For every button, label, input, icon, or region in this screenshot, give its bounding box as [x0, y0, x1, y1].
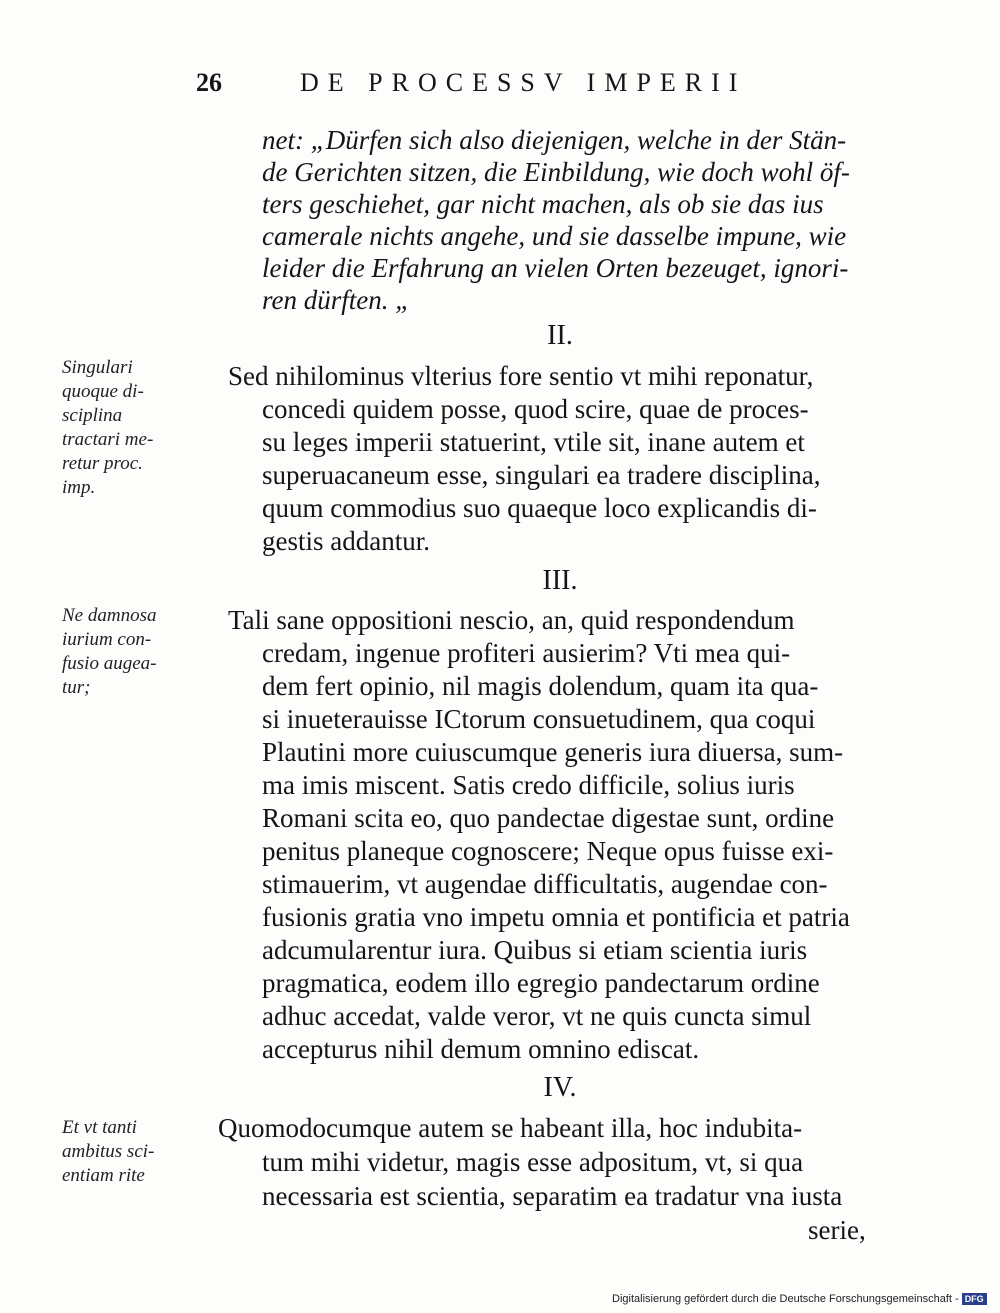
quote-line: camerale nichts angehe, und sie dasselbe impune, wie: [262, 221, 847, 251]
text-line: accepturus nihil demum omnino ediscat.: [262, 1034, 700, 1064]
running-head: DE PROCESSV IMPERII: [300, 68, 747, 97]
margin-note-line: tractari me-: [62, 429, 154, 450]
digitization-credit: [612, 1293, 987, 1305]
margin-note-line: imp.: [62, 477, 96, 498]
text-line: tum mihi videtur, magis esse adpositum, vt, si qua: [262, 1147, 804, 1177]
margin-note-line: Et vt tanti: [62, 1117, 137, 1138]
text-line: superuacaneum esse, singulari ea tradere disciplina,: [262, 460, 821, 490]
page-number: 26: [196, 68, 222, 97]
section-heading: III.: [542, 565, 578, 596]
margin-note: [62, 1116, 202, 1188]
text-line: necessaria est scientia, separatim ea tradatur vna iusta: [262, 1181, 843, 1211]
text-line: adcumularentur iura. Quibus si etiam scientia iuris: [262, 935, 808, 965]
text-line: ma imis miscent. Satis credo difficile, solius iuris: [262, 770, 795, 800]
margin-note-line: iurium con-: [62, 629, 152, 650]
text-line: penitus planeque cognoscere; Neque opus fuisse exi-: [262, 836, 834, 866]
text-line: si inueterauisse ICtorum consuetudinem, qua coqui: [262, 704, 816, 734]
text-line: Tali sane oppositioni nescio, an, quid respondendum: [228, 605, 795, 635]
text-line: Sed nihilominus vlterius fore sentio vt mihi reponatur,: [228, 361, 814, 391]
footer-text: Digitalisierung gefördert durch die Deutsche Forschungsgemeinschaft -: [612, 1293, 959, 1305]
page-header: [196, 68, 796, 108]
quote-line: ters geschiehet, gar nicht machen, als ob sie das ius: [262, 189, 824, 219]
section-heading: II.: [547, 320, 573, 351]
text-line: su leges imperii statuerint, vtile sit, inane autem et: [262, 427, 805, 457]
text-line: stimauerim, vt augendae difficultatis, augendae con-: [262, 869, 828, 899]
quote-line: net: „Dürfen sich also diejenigen, welche in der Stän-: [262, 125, 847, 155]
text-line: concedi quidem posse, quod scire, quae de proces-: [262, 394, 809, 424]
margin-note-line: fusio augea-: [62, 653, 157, 674]
margin-note-line: quoque di-: [62, 381, 144, 402]
text-line: fusionis gratia vno impetu omnia et pontificia et patria: [262, 902, 850, 932]
margin-note-line: ambitus sci-: [62, 1141, 155, 1162]
dfg-logo: DFG: [962, 1293, 987, 1305]
quote-line: de Gerichten sitzen, die Einbildung, wie doch wohl öf-: [262, 157, 850, 187]
margin-note-line: Ne damnosa: [62, 605, 157, 626]
margin-note-line: sciplina: [62, 405, 123, 426]
margin-note-line: tur;: [62, 677, 91, 698]
text-line: Romani scita eo, quo pandectae digestae sunt, ordine: [262, 803, 835, 833]
quote-line: ren dürften. „: [262, 285, 411, 315]
margin-note: [62, 356, 202, 500]
margin-note-line: retur proc.: [62, 453, 143, 474]
text-line: serie,: [808, 1215, 866, 1245]
text-line: credam, ingenue profiteri ausierim? Vti mea qui-: [262, 638, 791, 668]
text-line: Quomodocumque autem se habeant illa, hoc indubita-: [218, 1113, 803, 1143]
quote-line: leider die Erfahrung an vielen Orten bezeuget, ignori-: [262, 253, 849, 283]
text-line: quum commodius suo quaeque loco explicandis di-: [262, 493, 817, 523]
margin-note: [62, 604, 202, 700]
section-heading: IV.: [543, 1072, 577, 1103]
text-line: gestis addantur.: [262, 526, 430, 556]
margin-note-line: Singulari: [62, 357, 133, 378]
text-line: pragmatica, eodem illo egregio pandectarum ordine: [262, 968, 820, 998]
margin-note-line: entiam rite: [62, 1165, 145, 1186]
text-line: Plautini more cuiuscumque generis iura diuersa, sum-: [262, 737, 844, 767]
text-line: dem fert opinio, nil magis dolendum, quam ita qua-: [262, 671, 819, 701]
text-line: adhuc accedat, valde veror, vt ne quis cuncta simul: [262, 1001, 812, 1031]
